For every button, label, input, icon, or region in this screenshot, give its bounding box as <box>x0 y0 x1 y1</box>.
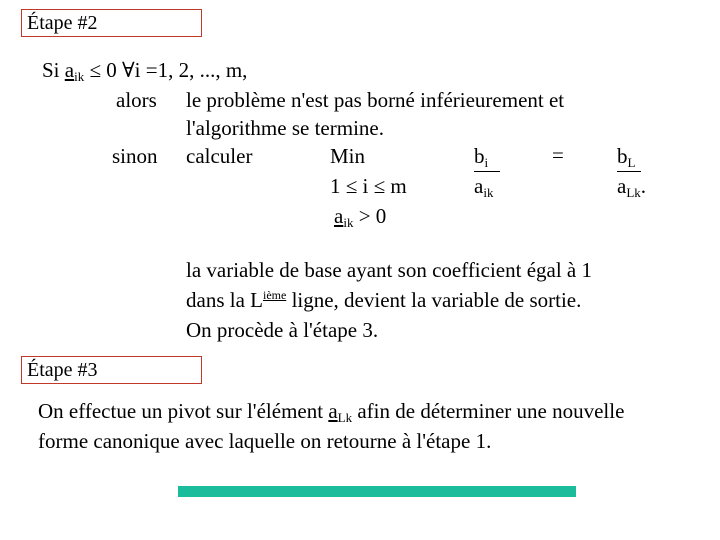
condition-line <box>42 58 248 84</box>
calculer-label: calculer <box>186 144 253 168</box>
constraint-a: a <box>334 204 344 228</box>
fraction2-line <box>617 171 641 172</box>
step2-heading-text: Étape #2 <box>27 12 98 34</box>
min-constraint <box>334 204 387 230</box>
condition-prefix: Si <box>42 58 65 82</box>
fraction2-denominator <box>617 174 647 200</box>
exit-line-3: On procède à l'étape 3. <box>186 318 379 342</box>
frac1-den-sub: ik <box>483 185 494 200</box>
fraction1-line <box>474 171 500 172</box>
constraint-a-sub: ik <box>343 215 354 230</box>
condition-rest: ≤ 0 ∀i =1, 2, ..., m, <box>84 58 248 82</box>
frac2-den-sub: Lk <box>626 185 641 200</box>
step3-element-a: a <box>328 399 338 423</box>
frac2-period: . <box>640 174 647 198</box>
alors-line-1: le problème n'est pas borné inférieurement et <box>186 88 565 112</box>
frac2-num-b: b <box>617 144 628 168</box>
condition-a: a <box>64 58 75 82</box>
frac1-num-sub: i <box>484 155 489 170</box>
step3-line-1 <box>38 399 625 425</box>
footer-divider-bar <box>178 486 576 497</box>
frac2-den-a: a <box>617 174 627 198</box>
step3-heading-text: Étape #3 <box>27 359 98 381</box>
exit-line-2-sup: ième <box>262 288 287 302</box>
min-range: 1 ≤ i ≤ m <box>330 174 407 198</box>
frac1-num-b: b <box>474 144 485 168</box>
step3-element-sub: Lk <box>337 410 353 425</box>
step3-line-2: forme canonique avec laquelle on retourne à l'étape 1. <box>38 429 492 453</box>
fraction1-denominator <box>474 174 494 200</box>
exit-line-1: la variable de base ayant son coefficient égal à 1 <box>186 258 593 282</box>
fraction1-numerator <box>474 144 489 170</box>
equals-sign: = <box>552 143 564 167</box>
step3-line-1-a: On effectue un pivot sur l'élément <box>38 399 329 423</box>
condition-a-sub: ik <box>74 69 85 84</box>
fraction2-numerator <box>617 144 636 170</box>
constraint-rest: > 0 <box>353 204 387 228</box>
step3-line-1-b: afin de déterminer une nouvelle <box>352 399 625 423</box>
step2-heading <box>21 9 202 37</box>
alors-label: alors <box>116 88 157 112</box>
frac1-den-a: a <box>474 174 484 198</box>
frac2-num-sub: L <box>627 155 636 170</box>
alors-line-2: l'algorithme se termine. <box>186 116 384 140</box>
sinon-label: sinon <box>112 144 158 168</box>
step3-heading <box>21 356 202 384</box>
exit-line-2-a: dans la L <box>186 288 263 312</box>
exit-line-2-b: ligne, devient la variable de sortie. <box>286 288 582 312</box>
min-label: Min <box>330 144 366 168</box>
exit-line-2 <box>186 290 581 311</box>
